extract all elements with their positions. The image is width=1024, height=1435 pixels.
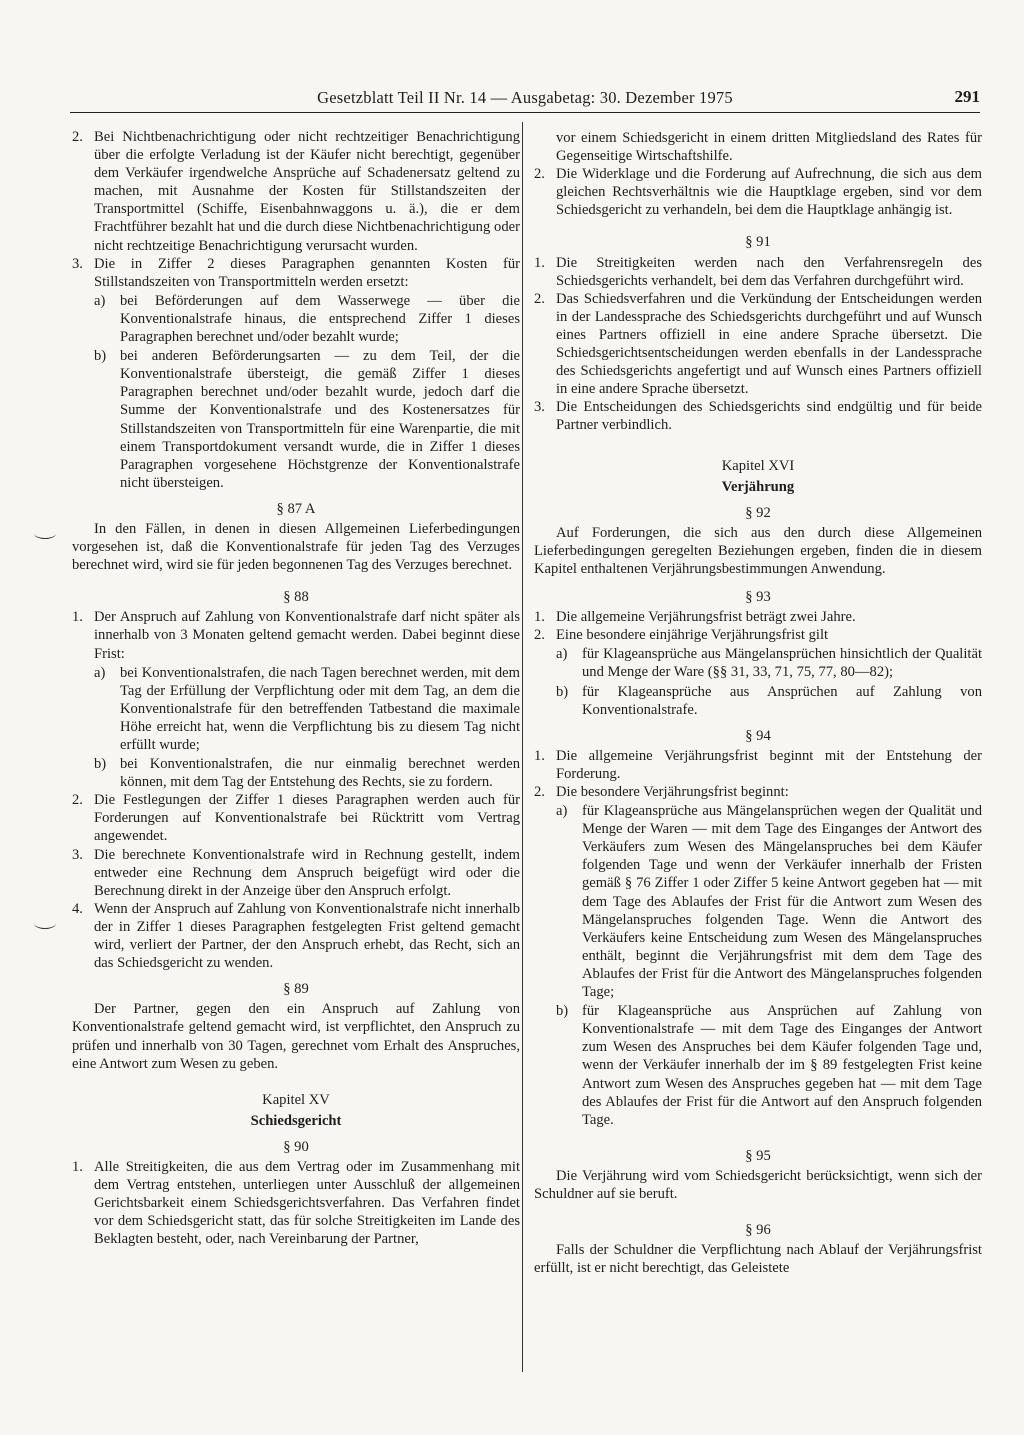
clause-text: Die Widerklage und die Forderung auf Aufrechnung, die sich aus dem gleichen Rechtsverhältnis wie die Hauptklage ergeben, sind vor dem Schiedsgericht zu verhandeln, bei dem die Hauptklage anhängig ist. xyxy=(556,166,982,219)
clause-text: Die in Ziffer 2 dieses Paragraphen genannten Kosten für Stillstandszeiten von Transportmitteln werden ersetzt: xyxy=(94,255,520,290)
spacer xyxy=(534,129,556,165)
s90-clause-1-continued xyxy=(534,129,982,165)
section-heading-93: § 93 xyxy=(745,589,771,606)
s88-clause-1 xyxy=(72,608,520,662)
section-heading-90: § 90 xyxy=(283,1138,309,1155)
clause-2 xyxy=(72,128,520,255)
s94-clause-2 xyxy=(534,783,982,801)
section-heading-91: § 91 xyxy=(745,234,771,251)
s93-clause-2-a xyxy=(556,645,982,681)
clause-text: Die Festlegungen der Ziffer 1 dieses Paragraphen werden auch für Forderungen auf Konventionalstrafe bei Rücktritt vom Vertrag angewendet. xyxy=(94,792,520,845)
section-96-text: Falls der Schuldner die Verpflichtung nach Ablauf der Verjährungsfrist erfüllt, ist er nicht berechtigt, das Geleistete xyxy=(534,1242,982,1277)
chapter-15-label: Kapitel XV xyxy=(262,1091,330,1108)
clause-number: 1. xyxy=(72,609,83,626)
s94-clause-2-a xyxy=(556,802,982,1001)
clause-number: 1. xyxy=(72,1158,83,1175)
sub-label: a) xyxy=(556,646,568,663)
clause-number: 2. xyxy=(72,129,83,145)
s93-clause-2 xyxy=(534,626,982,644)
clause-number: 3. xyxy=(72,255,83,272)
clause-number: 3. xyxy=(534,399,545,416)
clause-text: Eine besondere einjährige Verjährungsfrist gilt xyxy=(556,627,829,644)
clause-text: Das Schiedsverfahren und die Verkündung der Entscheidungen werden in der Landessprache des Schiedsgerichts durchgeführt und auf Wunsch eines Partners offiziell in eine andere Sprache übersetzt. Die Schiedsgerichtsentscheidungen werden ebenfalls in der Landessprache des Schiedsgerichts angefertigt und auf Wunsch eines Partners offiziell in eine andere Sprache übersetzt. xyxy=(556,290,982,398)
sub-label: b) xyxy=(94,756,107,773)
clause-number: 3. xyxy=(72,846,83,863)
sub-label: a) xyxy=(94,292,106,309)
chapter-15-title: Schiedsgericht xyxy=(250,1112,342,1129)
clause-text: Die Entscheidungen des Schiedsgerichts sind endgültig und für beide Partner verbindlich. xyxy=(556,399,982,434)
clause-text: Bei Nichtbenachrichtigung oder nicht rechtzeitiger Benachrichtigung über die erfolgte Verladung ist der Käufer nicht berechtigt, gegenüber dem Verkäufer irgendwelche Ansprüche auf Schadenersatz geltend zu machen, mit Ausnahme der Kosten für Stillstandszeiten der Transportmittel (Schiffe, Eisenbahnwaggons u. ä.), die er dem Frachtführer bezahlt hat und die durch diese Nichtbenachrichtigung oder nicht rechtzeitige Benachrichtigung verursacht wurden. xyxy=(94,129,520,254)
clause-text: Der Anspruch auf Zahlung von Konventionalstrafe darf nicht später als innerhalb von 3 Monaten geltend gemacht werden. Dabei beginnt diese Frist: xyxy=(94,609,520,662)
s94-clause-1 xyxy=(534,747,982,783)
s90-clause-2 xyxy=(534,165,982,219)
sub-text: bei anderen Beförderungsarten — zu dem Teil, der die Konventionalstrafe übersteigt, die gemäß Ziffer 1 dieses Paragraphen berechnet und/oder bezahlt wurde, jedoch darf die Summe der Konventionalstrafe und des Kostenersatzes für Stillstandszeiten von Transportmitteln für eine Warenpartie, die mit einem Transportdokument versandt wurde, die in Ziffer 1 dieses Paragraphen vorgesehene Höchstgrenze der Konventionalstrafe nicht übersteigen. xyxy=(120,348,520,491)
s88-clause-1-a xyxy=(94,664,520,754)
page-header xyxy=(70,86,980,113)
s90-clause-1 xyxy=(72,1158,520,1248)
clause-text: Die besondere Verjährungsfrist beginnt: xyxy=(556,784,789,800)
clause-text: vor einem Schiedsgericht in einem dritten Mitgliedsland des Rates für Gegenseitige Wirtschaftshilfe. xyxy=(556,130,982,165)
clause-number: 2. xyxy=(534,166,545,183)
header-title: Gesetzblatt Teil II Nr. 14 — Ausgabetag: 30. Dezember 1975 xyxy=(317,88,733,107)
clause-text: Die Streitigkeiten werden nach den Verfahrensregeln des Schiedsgerichts verhandelt, bei dem das Verfahren durchgeführt wird. xyxy=(556,254,982,289)
column-divider xyxy=(522,122,523,1372)
clause-3-a xyxy=(94,292,520,346)
s94-clause-2-b xyxy=(556,1002,982,1129)
sub-text: für Klageansprüche aus Ansprüchen auf Zahlung von Konventionalstrafe. xyxy=(582,683,982,718)
clause-3-b xyxy=(94,347,520,492)
section-heading-88: § 88 xyxy=(283,589,309,606)
s88-clause-3 xyxy=(72,846,520,900)
s88-clause-1-b xyxy=(94,755,520,791)
clause-number: 2. xyxy=(534,290,545,307)
margin-mark xyxy=(34,528,56,539)
page-number: 291 xyxy=(954,87,980,106)
chapter-16-title: Verjährung xyxy=(721,478,795,495)
section-87a-text: In den Fällen, in denen in diesen Allgemeinen Lieferbedingungen vorgesehen ist, daß die Konventionalstrafe für jeden Tag des Verzuges berechnet wird, wird sie für jeden begonnenen Tag des Verzuges berechnet. xyxy=(72,520,520,574)
sub-text: für Klageansprüche aus Ansprüchen auf Zahlung von Konventionalstrafe — mit dem Tage des Einganges der Antwort zum Wesen des Anspruches bei dem Käufer folgenden Tage und, wenn der Verkäufer innerhalb der im § 89 festgelegten Frist keine Antwort zum Wesen des Anspruches gegeben hat — mit dem Tage des Ablaufes der Frist für die Antwort auf den Anspruch folgenden Tage. xyxy=(582,1003,982,1128)
section-95-text: Die Verjährung wird vom Schiedsgericht berücksichtigt, wenn sich der Schuldner auf sie beruft. xyxy=(534,1167,982,1202)
section-heading-95: § 95 xyxy=(745,1147,771,1164)
sub-label: b) xyxy=(94,348,107,365)
section-heading-92: § 92 xyxy=(745,504,771,521)
clause-number: 1. xyxy=(534,747,545,764)
sub-text: bei Beförderungen auf dem Wasserwege — über die Konventionalstrafe hinaus, die entsprechend Ziffer 1 dieses Paragraphen berechnet und/oder bezahlt wurde; xyxy=(120,292,520,346)
s91-clause-2 xyxy=(534,290,982,399)
sub-text: bei Konventionalstrafen, die nur einmalig berechnet werden können, mit dem Tag der Entstehung des Rechts, sie zu fordern. xyxy=(120,756,520,791)
section-92-text: Auf Forderungen, die sich aus den durch diese Allgemeinen Lieferbedingungen geregelten Beziehungen ergeben, finden die in diesem Kapitel enthaltenen Verjährungsbestimmungen Anwendung. xyxy=(534,524,982,577)
sub-text: für Klageansprüche aus Mängelansprüchen wegen der Qualität und Menge der Waren — mit dem Tage des Einganges der Antwort des Verkäufers zum Wesen des Mängelanspruches bei dem Käufer folgenden Tage und wenn der Verkäufer innerhalb der Fristen gemäß § 76 Ziffer 1 oder Ziffer 5 keine Antwort gegeben hat — mit dem Tage des Ablaufes der Frist für die Antwort zum Wesen des Mängelanspruches folgenden Tage. Wenn die Antwort des Verkäufers keine Entscheidung zum Wesen des Mängelanspruches enthält, beginnt die Verjährungsfrist mit dem dem Tage des Ablaufes der Frist für die Antwort des Mängelanspruches folgenden Tage; xyxy=(582,803,982,1001)
section-89-text: Der Partner, gegen den ein Anspruch auf Zahlung von Konventionalstrafe geltend gemacht wird, ist verpflichtet, den Anspruch zu prüfen und innerhalb von 30 Tagen, gerechnet vom Erhalt des Anspruches, eine Antwort zum Wesen zu geben. xyxy=(72,1001,520,1072)
sub-text: bei Konventionalstrafen, die nach Tagen berechnet werden, mit dem Tag der Erfüllung der Verpflichtung oder mit dem Tag, an dem die Konventionalstrafe für den betreffenden Tatbestand die maximale Höhe erreicht hat, wenn die Verpflichtung bis zu diesem Tag nicht erfüllt wurde; xyxy=(120,664,520,753)
clause-number: 1. xyxy=(534,609,545,626)
section-heading-96: § 96 xyxy=(745,1222,771,1239)
chapter-16-label: Kapitel XVI xyxy=(721,457,795,474)
margin-mark xyxy=(34,918,56,929)
s91-clause-1 xyxy=(534,254,982,290)
clause-text: Die allgemeine Verjährungsfrist beginnt mit der Entstehung der Forderung. xyxy=(556,747,982,782)
sub-label: b) xyxy=(556,1003,569,1020)
sub-label: a) xyxy=(94,664,106,681)
clause-number: 2. xyxy=(72,792,83,809)
right-column xyxy=(534,128,982,1277)
section-heading-94: § 94 xyxy=(745,727,771,744)
sub-label: a) xyxy=(556,803,568,820)
sub-label: b) xyxy=(556,683,569,700)
s88-clause-4 xyxy=(72,900,520,972)
clause-number: 2. xyxy=(534,627,545,644)
s93-clause-1 xyxy=(534,608,982,626)
s88-clause-2 xyxy=(72,791,520,845)
section-heading-87a: § 87 A xyxy=(276,500,316,517)
clause-number: 4. xyxy=(72,900,83,917)
left-column xyxy=(72,128,520,1248)
clause-text: Alle Streitigkeiten, die aus dem Vertrag oder im Zusammenhang mit dem Vertrag entstehen, unterliegen unter Ausschluß der allgemeinen Gerichtsbarkeit einem Schiedsgerichtsverfahren. Das Verfahren findet vor dem Schiedsgericht statt, das für solche Streitigkeiten im Lande des Beklagten besteht, oder, nach Vereinbarung der Partner, xyxy=(94,1158,520,1248)
section-heading-89: § 89 xyxy=(283,981,309,998)
clause-number: 2. xyxy=(534,784,545,800)
clause-text: Die berechnete Konventionalstrafe wird in Rechnung gestellt, indem entweder eine Rechnung dem Anspruch beigefügt wird oder die Berechnung direkt in der Anzeige über den Anspruch erfolgt. xyxy=(94,846,520,899)
clause-3 xyxy=(72,255,520,291)
sub-text: für Klageansprüche aus Mängelansprüchen hinsichtlich der Qualität und Menge der Ware (§§ 31, 33, 71, 75, 77, 80—82); xyxy=(582,646,982,681)
clause-text: Wenn der Anspruch auf Zahlung von Konventionalstrafe nicht innerhalb der in Ziffer 1 dieses Paragraphen festgelegten Frist geltend gemacht wird, verliert der Partner, der den Anspruch erhebt, das Recht, sich an das Schiedsgericht zu wenden. xyxy=(94,900,520,972)
clause-text: Die allgemeine Verjährungsfrist beträgt zwei Jahre. xyxy=(556,609,856,626)
clause-number: 1. xyxy=(534,254,545,271)
s93-clause-2-b xyxy=(556,683,982,719)
s91-clause-3 xyxy=(534,398,982,434)
